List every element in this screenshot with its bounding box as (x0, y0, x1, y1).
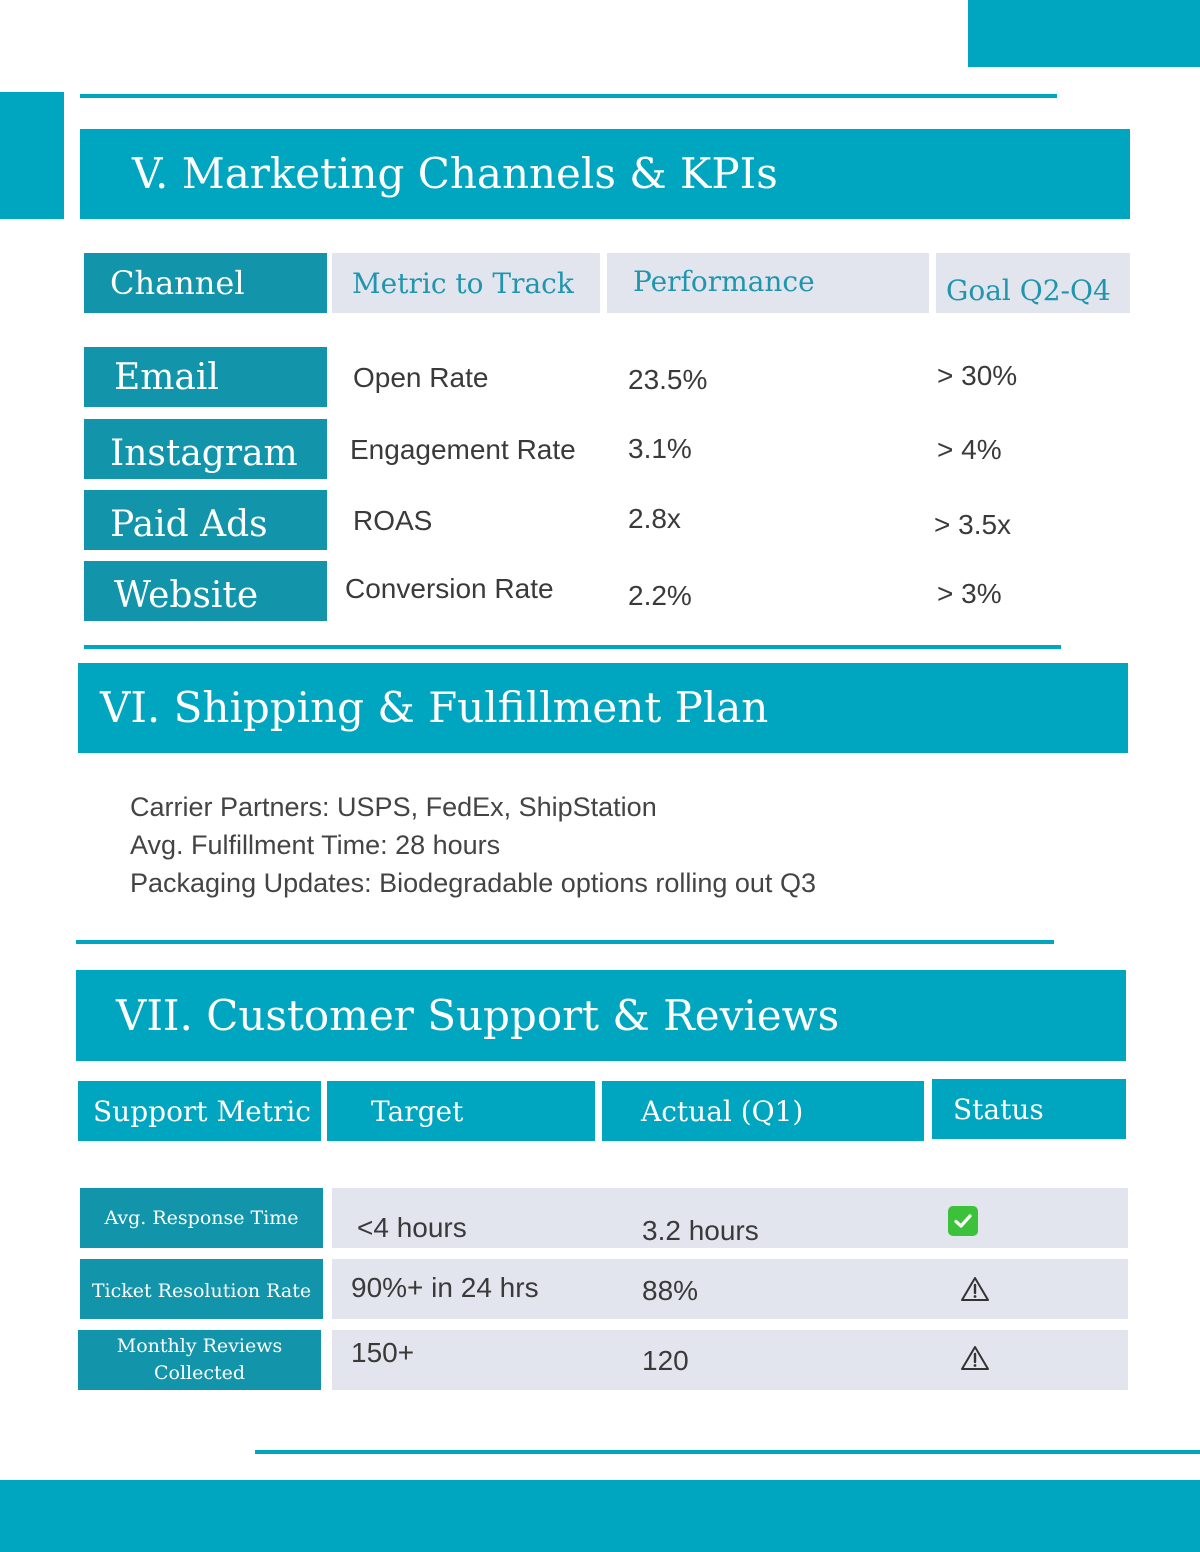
divider-after-marketing (84, 645, 1061, 649)
marketing-section-title: V. Marketing Channels & KPIs (132, 149, 778, 198)
support-row-response-time-actual: 3.2 hours (642, 1215, 759, 1246)
footer-band (0, 1480, 1200, 1552)
support-header-status: Status (932, 1079, 1126, 1139)
marketing-row-email-goal: > 30% (937, 360, 1018, 391)
shipping-packaging-line: Packaging Updates: Biodegradable options rolling out Q3 (130, 868, 816, 898)
marketing-row-paid-ads-goal: > 3.5x (934, 509, 1012, 540)
marketing-row-instagram-metric: Engagement Rate (350, 434, 576, 465)
marketing-row-email-channel: Email (84, 347, 327, 407)
support-header-metric: Support Metric (78, 1081, 321, 1141)
shipping-section-title: VI. Shipping & Fulfillment Plan (100, 683, 769, 732)
divider-footer (255, 1450, 1200, 1454)
marketing-row-website-channel: Website (84, 561, 327, 621)
shipping-carrier-line: Carrier Partners: USPS, FedEx, ShipStation (130, 792, 657, 822)
divider-after-shipping (76, 940, 1054, 944)
support-row-response-time-label: Avg. Response Time (80, 1188, 323, 1248)
marketing-row-instagram-goal: > 4% (937, 434, 1002, 465)
marketing-row-paid-ads-metric: ROAS (353, 505, 433, 536)
marketing-row-website-metric: Conversion Rate (345, 573, 554, 604)
left-decor-block (0, 92, 64, 219)
support-section-title: VII. Customer Support & Reviews (116, 990, 840, 1040)
warning-icon (960, 1275, 990, 1303)
shipping-details (130, 788, 1090, 902)
support-row-reviews (332, 1330, 1128, 1390)
top-right-decor-block (968, 0, 1200, 67)
marketing-row-paid-ads-performance: 2.8x (628, 503, 681, 534)
marketing-row-website-performance: 2.2% (628, 580, 692, 611)
marketing-header-goal: Goal Q2-Q4 (936, 253, 1130, 313)
marketing-header-metric: Metric to Track (332, 253, 600, 313)
support-row-response-time-target: <4 hours (357, 1212, 467, 1243)
warning-icon (960, 1344, 990, 1372)
marketing-row-paid-ads-channel: Paid Ads (84, 490, 327, 550)
support-row-resolution-rate-actual: 88% (642, 1275, 699, 1306)
support-section-header (76, 970, 1126, 1061)
marketing-row-email-metric: Open Rate (353, 362, 489, 393)
divider-top (80, 94, 1057, 98)
marketing-row-email-performance: 23.5% (628, 364, 708, 395)
marketing-header-performance: Performance (607, 253, 929, 313)
marketing-row-website-goal: > 3% (937, 578, 1002, 609)
marketing-row-instagram-performance: 3.1% (628, 433, 692, 464)
shipping-fulfillment-line: Avg. Fulfillment Time: 28 hours (130, 830, 501, 860)
support-row-resolution-rate-target: 90%+ in 24 hrs (351, 1272, 539, 1303)
support-row-reviews-actual: 120 (642, 1345, 689, 1376)
support-row-reviews-target: 150+ (351, 1337, 415, 1368)
shipping-section-header (78, 663, 1128, 753)
check-icon (948, 1206, 978, 1236)
support-row-reviews-label: Monthly Reviews Collected (78, 1330, 321, 1390)
support-header-actual: Actual (Q1) (602, 1081, 924, 1141)
marketing-section-header (80, 129, 1130, 219)
marketing-row-instagram-channel: Instagram (84, 419, 327, 479)
support-header-target: Target (327, 1081, 595, 1141)
marketing-header-channel: Channel (84, 253, 327, 313)
support-row-resolution-rate-label: Ticket Resolution Rate (80, 1259, 323, 1319)
